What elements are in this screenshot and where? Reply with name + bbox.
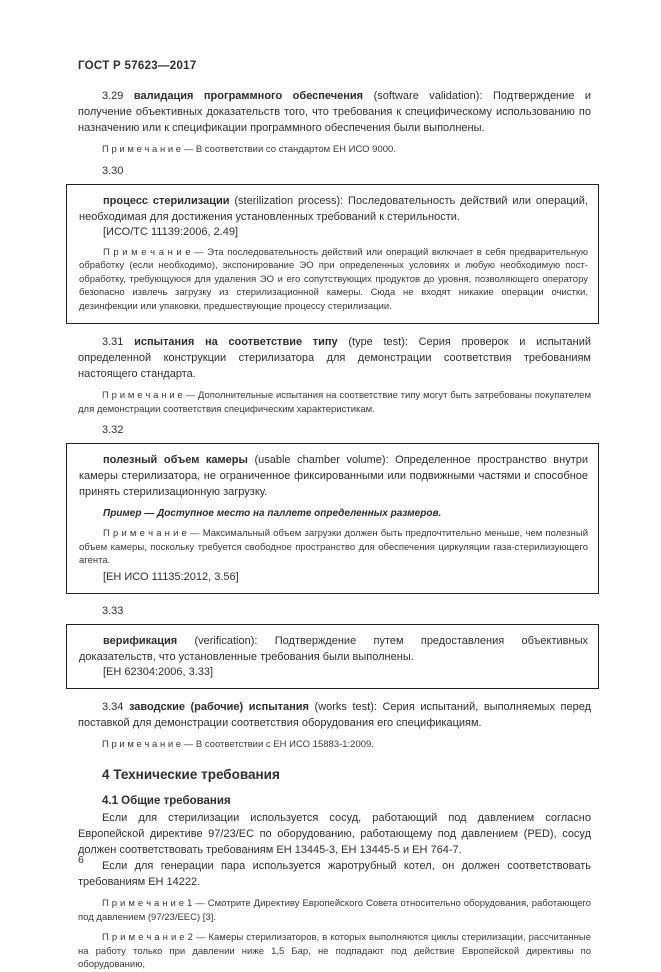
boxed-term-paragraph [79,193,588,225]
term-definition: (software validation): Подтверждение и получение объективных доказательств того, что требования к специфическому использованию по назначению или к спецификации программного обеспечения были выполнены. [78,90,592,134]
term-definition: (works test): Серия испытаний, выполняемых перед поставкой для демонстрации соответствия оборудования его спецификациям. [78,700,591,729]
note-3-31: П р и м е ч а н и е — Дополнительные испытания на соответствие типу могут быть затребованы покупателем для демонстрации соответствия специфическим характеристикам. [78,390,591,415]
section-4-1-paragraph-1: Если для стерилизации используется сосуд, работающий под давлением согласно Европейской директиве 97/23/ЕС по оборудованию, работающему под давлением (PED), сосуд должен соответствовать требованиям ЕН 13445-3, ЕН 13445-5 и ЕН 764-7. [78,812,591,856]
term-3-32-number: 3.32 [102,424,124,436]
source-reference: [ЕН 62304:2006, 3.33] [103,665,214,678]
note-3-29: П р и м е ч а н и е — В соответствии со стандартом ЕН ИСО 9000. [102,144,396,155]
term-title: заводские (рабочие) испытания [128,700,309,713]
boxed-term-paragraph [79,633,588,665]
source-reference: [ИСО/ТС 11139:2006, 2.49] [103,225,239,238]
term-3-34-paragraph [78,699,591,731]
term-definition: (usable chamber volume): Определенное пространство внутри камеры стерилизатора, не ограниченное фиксированными или подвижными частями и способное принять стерилизационную загрузку. [79,454,588,498]
note-3-30: П р и м е ч а н и е — Эта последовательность действий или операций включает в себя предварительную обработку (если необходимо), экспонирование ЭО при определенных условиях и любую необходимую пост-обработку, требующуюся для удаления ЭО и его сопутствующих продуктов до уровня, позволяющего оператору безопасно извлечь загрузку из стерилизационной камеры. Сюда не входят никакие операции очистки, дезинфекции или упаковки, предшествующие процессу стерилизации. [79,246,588,312]
term-title: полезный объем камеры [103,454,248,466]
term-definition: (verification): Подтверждение путем предоставления объективных доказательств, что установленные требования были выполнены. [79,634,588,663]
definition-box-3-33 [66,624,599,689]
term-title: процесс стерилизации [103,194,230,207]
term-3-29-paragraph [78,88,591,136]
term-title: валидация программного обеспечения [133,90,364,102]
term-number: 3.31 [102,336,124,348]
term-title: испытания на соответствие типу [134,336,338,348]
note-3-34: П р и м е ч а н и е — В соответствии с ЕН ИСО 15883-1:2009. [102,738,374,750]
section-4-heading: 4 Технические требования [102,767,280,782]
example-text: Пример — Доступное место на паллете определенных размеров. [103,508,442,519]
boxed-term-paragraph [79,452,588,500]
page-number: 6 [78,854,84,866]
term-title: верификация [103,634,178,647]
section-4-note-2: П р и м е ч а н и е 2 — Камеры стерилизаторов, в которых выполняются циклы стерилизации, рассчитанные на работу только при давлении ниже 1,5 Бар, не подпадают под действие Европейской директивы по оборудованию, [78,932,591,970]
section-4-1-paragraph-2: Если для генерации пара используется жаротрубный котел, он должен соответствовать требованиям ЕН 14222. [78,860,591,888]
definition-box-3-32 [66,443,599,594]
term-definition: (sterilization process): Последовательность действий или операций, необходимая для достижения установленных требований к стерильности. [79,194,589,223]
document-header: ГОСТ Р 57623—2017 [78,60,197,72]
note-3-32: П р и м е ч а н и е — Максимальный объем загрузки должен быть предпочтительно меньше, чем полезный объем камеры, поскольку требуется свободное пространство для обеспечения циркуляции газа-стерилизующего агента. [79,528,588,566]
term-number: 3.29 [102,90,124,102]
term-3-33-number: 3.33 [102,604,124,617]
term-3-30-number: 3.30 [102,164,124,177]
term-definition: (type test): Серия проверок и испытаний определенной конструкции стерилизатора для демонстрации соответствия требованиям настоящего стандарта. [78,336,591,380]
section-4-note-1: П р и м е ч а н и е 1 — Смотрите Директиву Европейского Совета относительно оборудования, работающего под давлением (97/23/ЕЕС) [3]. [78,898,591,923]
term-3-31-paragraph [78,334,591,382]
source-reference: [ЕН ИСО 11135:2012, 3.56] [103,570,239,583]
definition-box-3-30 [66,184,599,325]
term-number: 3.34 [102,700,124,713]
section-4-1-heading: 4.1 Общие требования [102,795,231,807]
